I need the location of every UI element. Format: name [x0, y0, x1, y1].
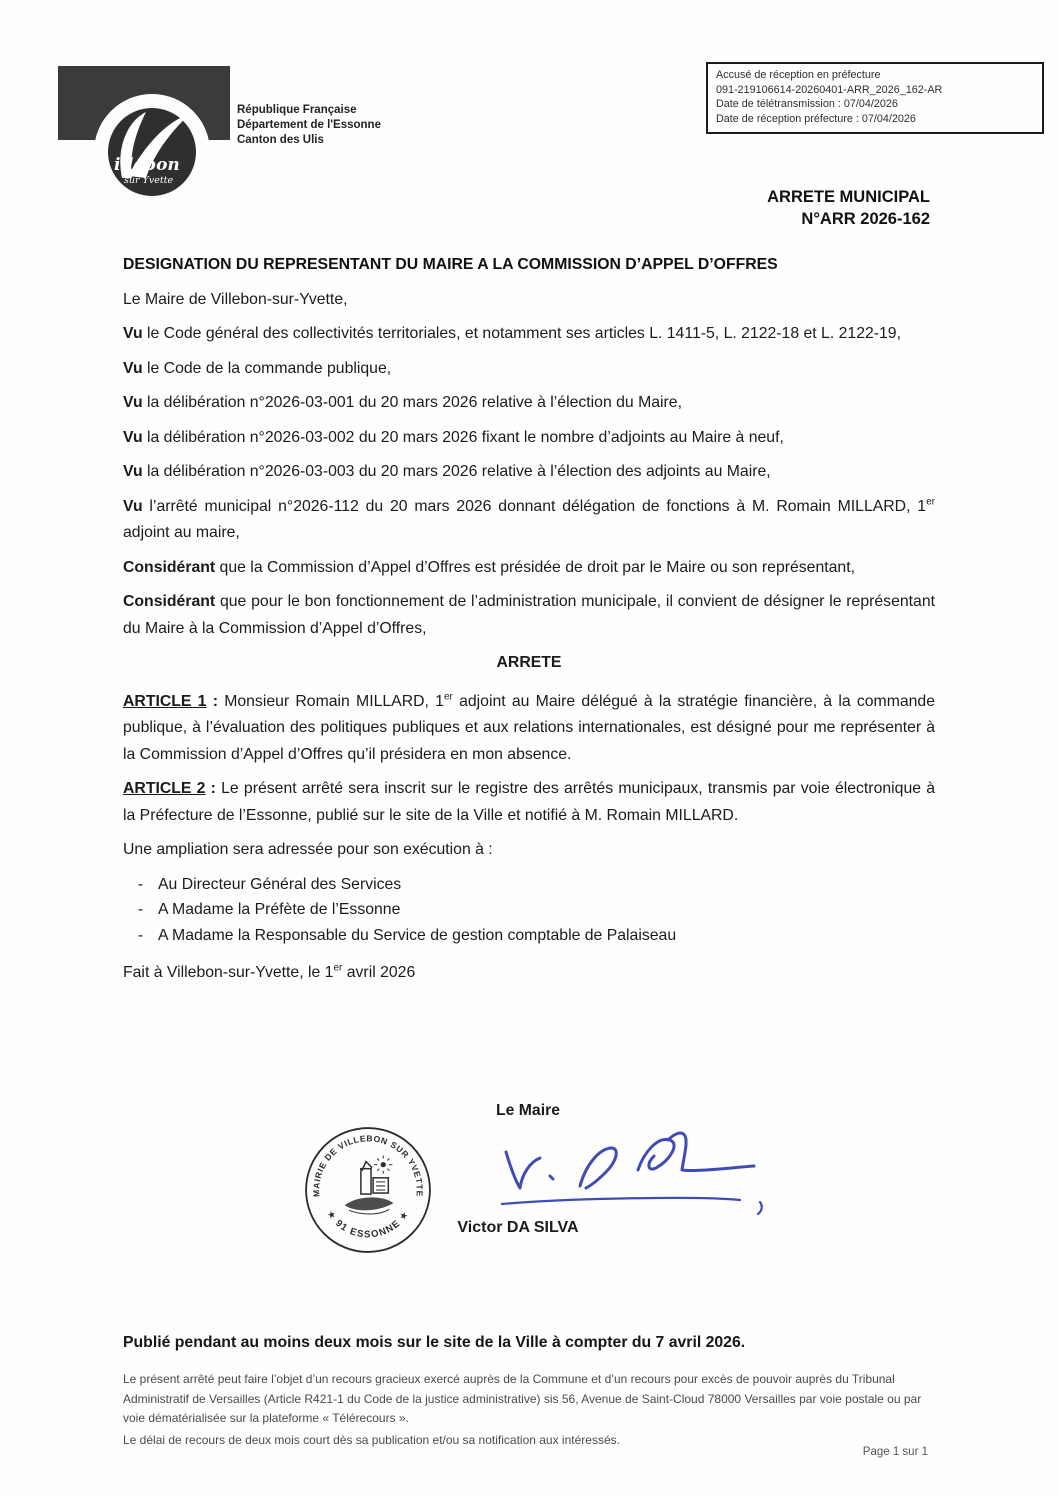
vu-clause: Vu l’arrêté municipal n°2026-112 du 20 mars 2026 donnant délégation de fonctions à M. Romain MILLARD, 1er adjoint au maire,: [123, 496, 935, 541]
prefecture-receipt-box: [706, 62, 1044, 134]
vu-lead: Vu: [123, 359, 143, 377]
stamp-bottom-text: ★ 91 ESSONNE ★: [324, 1208, 412, 1241]
article-1-label: ARTICLE 1: [123, 692, 207, 710]
region-line: Canton des Ulis: [237, 134, 324, 146]
page-number: Page 1 sur 1: [862, 1446, 928, 1458]
document-body: [123, 252, 935, 995]
list-marker: -: [137, 901, 144, 918]
signer-name: Victor DA SILVA: [457, 1219, 579, 1236]
region-identification: [237, 103, 381, 148]
document-title: [640, 186, 930, 230]
vu-lead: Vu: [123, 325, 143, 342]
list-marker: -: [137, 875, 144, 893]
stamp-coat-of-arms: [345, 1155, 394, 1214]
considerant-lead: Considérant: [123, 558, 216, 576]
ampliation-intro: Une ampliation sera adressée pour son exécution à :: [123, 841, 493, 858]
stamp-top-text: MAIRIE DE VILLEBON SUR YVETTE: [311, 1133, 425, 1198]
vu-clause: Vu la délibération n°2026-03-001 du 20 mars 2026 relative à l’élection du Maire,: [123, 394, 682, 411]
superscript-er: er: [926, 496, 935, 508]
vu-lead: Vu: [123, 394, 143, 411]
receipt-line: Date de télétransmission : 07/04/2026: [716, 98, 898, 110]
vu-lead: Vu: [123, 497, 143, 515]
publication-notice: Publié pendant au moins deux mois sur le site de la Ville à compter du 7 avril 2026.: [123, 1334, 746, 1351]
list-item: - A Madame la Responsable du Service de gestion comptable de Palaiseau: [123, 923, 935, 949]
intro-line: Le Maire de Villebon-sur-Yvette,: [123, 290, 348, 308]
receipt-line: Date de réception préfecture : 07/04/2026: [716, 112, 916, 125]
vu-clause: Vu la délibération n°2026-03-003 du 20 mars 2026 relative à l’élection des adjoints au Maire,: [123, 463, 771, 480]
villebon-city-logo: [56, 64, 246, 204]
title-line-1: ARRETE MUNICIPAL: [767, 188, 930, 206]
vu-clause: Vu le Code général des collectivités territoriales, et notamment ses articles L. 1411-5, L. 2122-18 et L. 2122-19,: [123, 325, 901, 342]
region-line: Département de l'Essonne: [237, 119, 381, 131]
legal-paragraph: Le délai de recours de deux mois court dès sa publication et/ou sa notification aux intéressés.: [123, 1432, 620, 1447]
title-line-2: N°ARR 2026-162: [801, 210, 930, 228]
vu-lead: Vu: [123, 428, 143, 446]
article-2-label: ARTICLE 2: [123, 780, 206, 797]
superscript-er: er: [333, 962, 343, 974]
arrete-heading: ARRETE: [496, 654, 562, 671]
vu-clause: Vu la délibération n°2026-03-002 du 20 mars 2026 fixant le nombre d’adjoints au Maire à neuf,: [123, 428, 784, 446]
receipt-line: Accusé de réception en préfecture: [716, 69, 881, 81]
date-place-line: Fait à Villebon-sur-Yvette, le 1er avril 2026: [123, 962, 416, 981]
vu-clause: Vu le Code de la commande publique,: [123, 359, 392, 377]
list-marker: -: [137, 926, 144, 944]
considerant-clause: Considérant que la Commission d’Appel d’Offres est présidée de droit par le Maire ou son représentant,: [123, 558, 855, 576]
list-item: - Au Directeur Général des Services: [123, 872, 935, 898]
legal-paragraph: Le présent arrêté peut faire l’objet d’un recours gracieux exercé auprès de la Commune et d’un recours pour excès de pouvoir auprès du Tribunal Administratif de Versailles (Article R421-1 du Code de la justice administrative) sis 56, Avenue de Saint-Cloud 78000 Versailles par voie postale ou par voie dématérialisée sur la plateforme « Télérecours ».: [123, 1372, 922, 1425]
subject-heading: DESIGNATION DU REPRESENTANT DU MAIRE A LA COMMISSION D’APPEL D’OFFRES: [123, 256, 778, 273]
legal-notice: [123, 1370, 937, 1452]
logo-script-text: illebon: [114, 155, 180, 175]
receipt-line: 091-219106614-20260401-ARR_2026_162-AR: [716, 83, 943, 96]
considerant-clause: Considérant que pour le bon fonctionnement de l’administration municipale, il convient de désigner le représentant du Maire à la Commission d’Appel d’Offres,: [123, 593, 935, 637]
logo-sub-text: sur Yvette: [124, 175, 174, 186]
superscript-er: er: [443, 691, 453, 703]
considerant-lead: Considérant: [123, 593, 216, 610]
region-line: République Française: [237, 104, 357, 116]
article-1: ARTICLE 1 : Monsieur Romain MILLARD, 1er adjoint au Maire délégué à la stratégie financière, à la commande publique, à l’évaluation des politiques publiques et aux relations internationales, est désigné pour me représenter à la Commission d’Appel d’Offres qu’il présidera en mon absence.: [123, 691, 935, 763]
recipients-list: [123, 872, 935, 949]
mayor-signature: [492, 1126, 772, 1218]
list-item: - A Madame la Préfète de l’Essonne: [123, 897, 935, 923]
vu-lead: Vu: [123, 463, 143, 480]
article-2: ARTICLE 2 : Le présent arrêté sera inscrit sur le registre des arrêtés municipaux, transmis par voie électronique à la Préfecture de l’Essonne, publié sur le site de la Ville et notifié à M. Romain MILLARD.: [123, 780, 936, 824]
signer-role: Le Maire: [495, 1102, 561, 1119]
